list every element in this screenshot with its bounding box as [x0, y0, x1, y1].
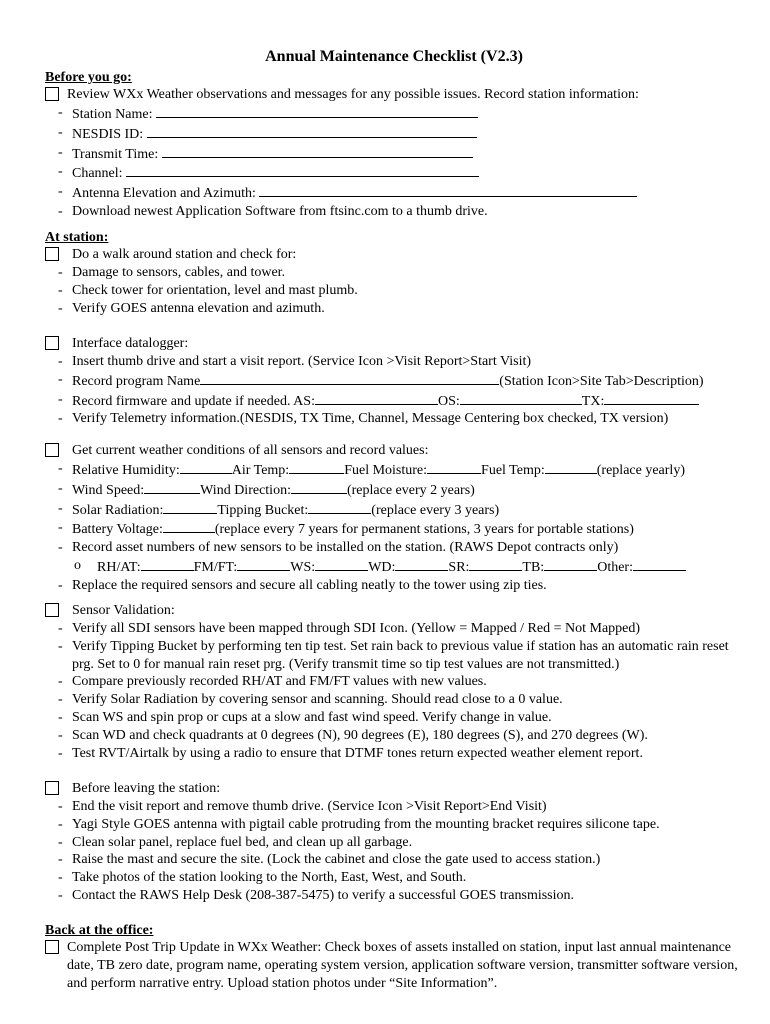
walk-around-checkbox[interactable] [45, 247, 59, 261]
asset-wd-blank[interactable] [395, 557, 448, 571]
asset-tb-blank[interactable] [544, 557, 597, 571]
list-item: - Insert thumb drive and start a visit report. (Service Icon >Visit Report>Start Visit) [45, 353, 740, 371]
firmware-field: - Record firmware and update if needed. AS: OS: TX: [45, 391, 740, 411]
section-back-at-office: Back at the office: [45, 923, 154, 938]
firmware-as-blank[interactable] [315, 391, 438, 405]
list-item: - Check tower for orientation, level and mast plumb. [45, 282, 740, 300]
list-item: - Record asset numbers of new sensors to be installed on the station. (RAWS Depot contracts only) [45, 539, 740, 557]
walk-around-item: Do a walk around station and check for: [45, 246, 740, 264]
station-name-blank[interactable] [156, 104, 478, 118]
weather-row-1: - Relative Humidity: Air Temp: Fuel Moisture: Fuel Temp: (replace yearly) [45, 460, 740, 480]
firmware-os-blank[interactable] [460, 391, 582, 405]
weather-row-4: - Battery Voltage: (replace every 7 years for permanent stations, 3 years for portable stations) [45, 519, 740, 539]
weather-checkbox[interactable] [45, 443, 59, 457]
weather-row-2: - Wind Speed: Wind Direction: (replace every 2 years) [45, 480, 740, 500]
list-item: - Verify all SDI sensors have been mapped through SDI Icon. (Yellow = Mapped / Red = Not Mapped) [45, 620, 740, 638]
post-trip-checkbox[interactable] [45, 940, 59, 954]
download-software-item: - Download newest Application Software from ftsinc.com to a thumb drive. [45, 203, 740, 221]
list-item: - Yagi Style GOES antenna with pigtail cable protruding from the mounting bracket requires silicone tape. [45, 816, 740, 834]
channel-blank[interactable] [126, 163, 479, 177]
list-item: - Damage to sensors, cables, and tower. [45, 264, 740, 282]
list-item: - Verify Tipping Bucket by performing ten tip test. Set rain back to previous value if station has an automatic rain reset prg. Set to 0 for manual rain reset prg. (Verify transmit time so tip test values are not transmitted.) [45, 638, 740, 674]
list-item: - Take photos of the station looking to the North, East, West, and South. [45, 869, 740, 887]
list-item: - Clean solar panel, replace fuel bed, and clean up all garbage. [45, 834, 740, 852]
tipping-bucket-blank[interactable] [308, 500, 371, 514]
firmware-tx-blank[interactable] [604, 391, 699, 405]
validation-block [45, 602, 740, 762]
list-item: - Verify GOES antenna elevation and azimuth. [45, 300, 740, 318]
office-block [45, 939, 740, 992]
asset-other-blank[interactable] [633, 557, 686, 571]
transmit-time-field: - Transmit Time: [45, 144, 740, 164]
walk-around-block [45, 246, 740, 317]
rh-blank[interactable] [180, 460, 232, 474]
list-item: - Verify Solar Radiation by covering sensor and scanning. Should read close to a 0 value. [45, 691, 740, 709]
station-name-field: - Station Name: [45, 104, 740, 124]
nesdis-id-blank[interactable] [147, 124, 477, 138]
datalogger-item: Interface datalogger: [45, 335, 740, 353]
section-at-station: At station: [45, 230, 109, 245]
leaving-item: Before leaving the station: [45, 780, 740, 798]
leaving-block [45, 780, 740, 905]
list-item: - Verify Telemetry information.(NESDIS, TX Time, Channel, Message Centering box checked, TX version) [45, 410, 740, 428]
channel-field: - Channel: [45, 163, 740, 183]
weather-block [45, 442, 740, 595]
wind-speed-blank[interactable] [144, 480, 200, 494]
post-trip-item: Complete Post Trip Update in WXx Weather: Check boxes of assets installed on station, input last annual maintenance date, TB zero date, program name, operating system version, application software version, transmitter software version, and perform narrative entry. Upload station photos under “Site Information”. [45, 939, 740, 992]
program-name-field: - Record program Name (Station Icon>Site Tab>Description) [45, 371, 740, 391]
leaving-checkbox[interactable] [45, 781, 59, 795]
antenna-blank[interactable] [259, 183, 637, 197]
transmit-time-blank[interactable] [162, 144, 473, 158]
wind-direction-blank[interactable] [291, 480, 347, 494]
list-item: - Compare previously recorded RH/AT and FM/FT values with new values. [45, 673, 740, 691]
list-item: - End the visit report and remove thumb drive. (Service Icon >Visit Report>End Visit) [45, 798, 740, 816]
fuel-temp-blank[interactable] [545, 460, 597, 474]
datalogger-block [45, 335, 740, 428]
antenna-field: - Antenna Elevation and Azimuth: [45, 183, 740, 203]
asset-rh-at-blank[interactable] [141, 557, 194, 571]
list-item: - Raise the mast and secure the site. (Lock the cabinet and close the gate used to access station.) [45, 851, 740, 869]
battery-blank[interactable] [163, 519, 215, 533]
nesdis-id-field: - NESDIS ID: [45, 124, 740, 144]
asset-numbers-row: o RH/AT: FM/FT: WS: WD: SR: TB: Other: [45, 557, 740, 577]
review-observations-item: Review WXx Weather observations and messages for any possible issues. Record station information: [45, 86, 740, 104]
solar-blank[interactable] [163, 500, 217, 514]
list-item: - Test RVT/Airtalk by using a radio to ensure that DTMF tones return expected weather element report. [45, 745, 740, 763]
asset-sr-blank[interactable] [469, 557, 522, 571]
validation-checkbox[interactable] [45, 603, 59, 617]
air-temp-blank[interactable] [289, 460, 344, 474]
page-title: Annual Maintenance Checklist (V2.3) [265, 48, 523, 65]
list-item: - Scan WD and check quadrants at 0 degrees (N), 90 degrees (E), 180 degrees (S), and 270 degrees (W). [45, 727, 740, 745]
weather-item: Get current weather conditions of all sensors and record values: [45, 442, 740, 460]
section-before-you-go: Before you go: [45, 70, 132, 85]
datalogger-checkbox[interactable] [45, 336, 59, 350]
asset-fm-ft-blank[interactable] [237, 557, 290, 571]
list-item: - Contact the RAWS Help Desk (208-387-5475) to verify a successful GOES transmission. [45, 887, 740, 905]
validation-item: Sensor Validation: [45, 602, 740, 620]
program-name-blank[interactable] [200, 371, 499, 385]
list-item: - Replace the required sensors and secure all cabling neatly to the tower using zip ties. [45, 577, 740, 595]
asset-ws-blank[interactable] [315, 557, 368, 571]
weather-row-3: - Solar Radiation: Tipping Bucket: (replace every 3 years) [45, 500, 740, 520]
fuel-moisture-blank[interactable] [427, 460, 481, 474]
review-observations-checkbox[interactable] [45, 87, 59, 101]
before-you-go-block [45, 86, 740, 221]
list-item: - Scan WS and spin prop or cups at a slow and fast wind speed. Verify change in value. [45, 709, 740, 727]
